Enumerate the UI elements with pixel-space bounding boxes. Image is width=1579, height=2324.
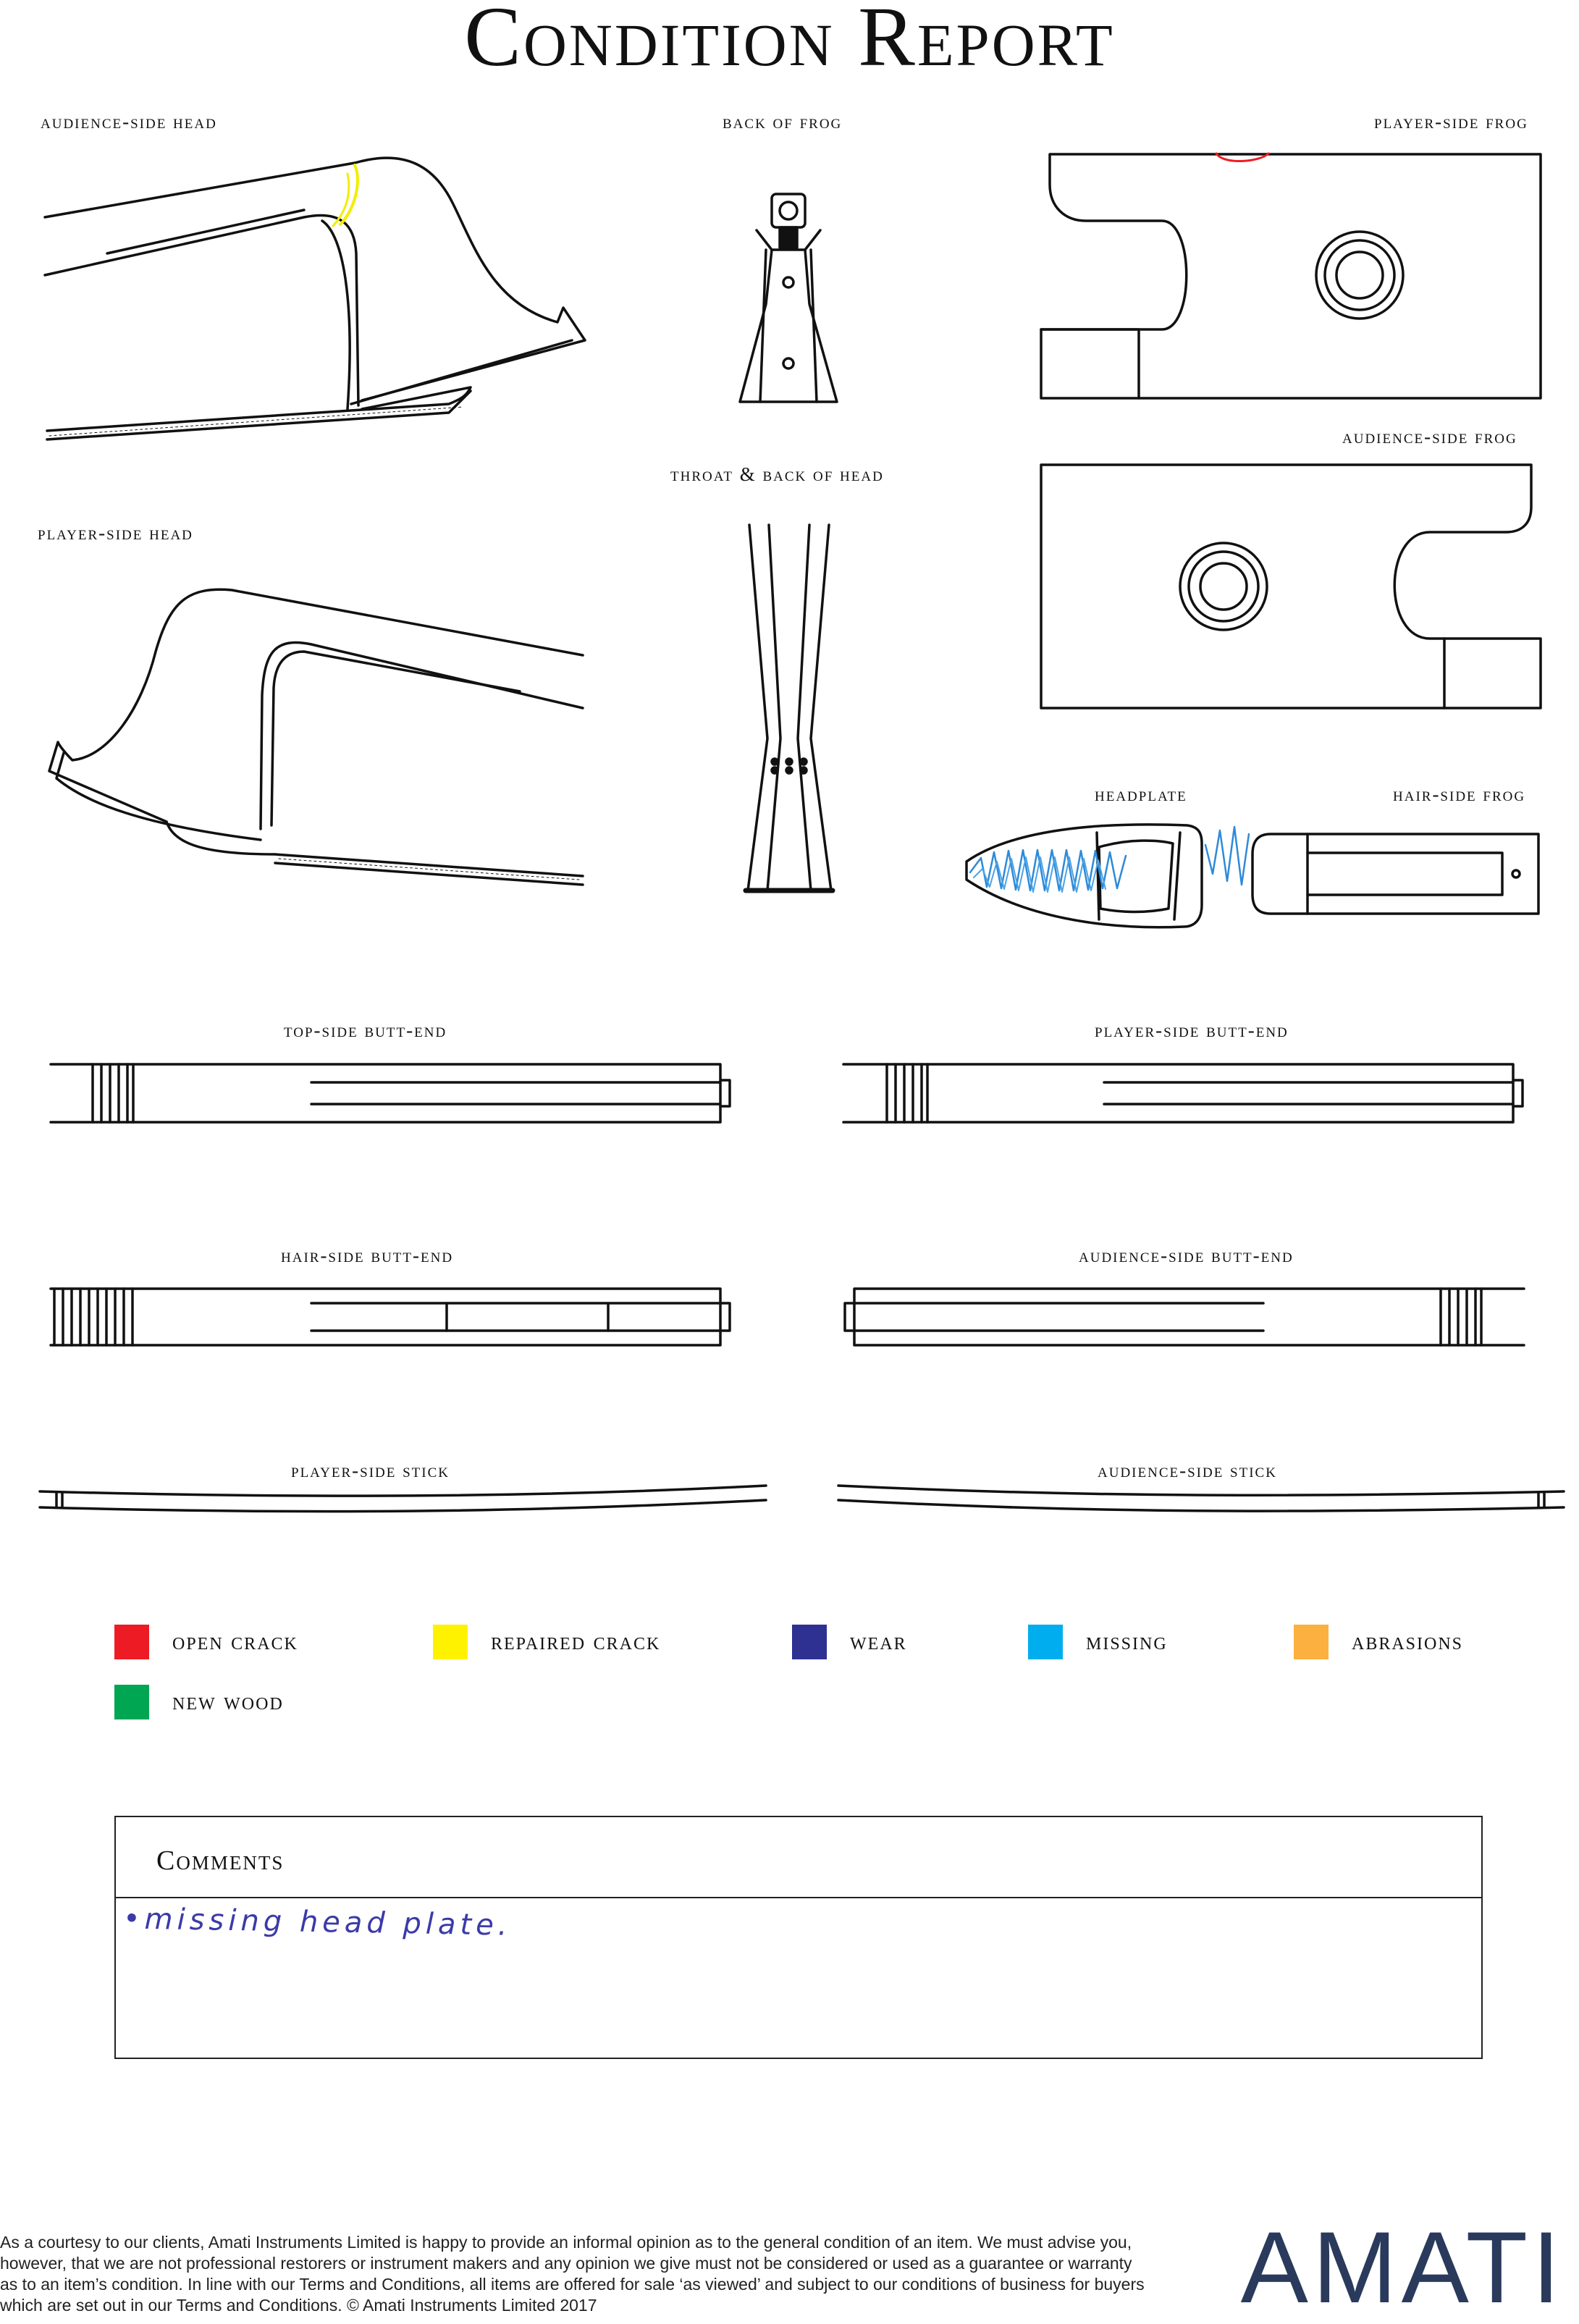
- legend-swatch: [114, 1625, 149, 1659]
- legend-label: wear: [850, 1628, 907, 1655]
- handwritten-comment: •missing head plate.: [122, 1902, 512, 1942]
- legend-new-wood: [114, 1685, 284, 1719]
- label-audience-side-butt-end: audience-side butt-end: [1079, 1245, 1294, 1266]
- legend-swatch: [1028, 1625, 1063, 1659]
- page-title: Condition Report: [464, 0, 1115, 84]
- label-hair-side-frog: hair-side frog: [1393, 783, 1526, 805]
- audience-side-head-drawing: [45, 158, 585, 439]
- legend-label: missing: [1086, 1628, 1168, 1655]
- hair-side-butt-end-drawing: [51, 1289, 730, 1345]
- legend-label: repaired crack: [491, 1628, 661, 1655]
- legend-label: new wood: [172, 1688, 284, 1715]
- legend-missing: [1028, 1625, 1168, 1659]
- legend-swatch: [114, 1685, 149, 1719]
- player-side-frog-drawing: [1041, 153, 1541, 398]
- legend-open-crack: [114, 1625, 298, 1659]
- amati-logo: AMATI: [1240, 2210, 1565, 2324]
- player-side-butt-end-drawing: [843, 1064, 1523, 1122]
- audience-side-stick-drawing: [838, 1486, 1564, 1511]
- label-audience-side-stick: audience-side stick: [1098, 1460, 1277, 1481]
- headplate-drawing: [967, 825, 1249, 927]
- throat-back-of-head-drawing: [746, 525, 833, 891]
- comments-title: Comments: [156, 1845, 285, 1876]
- label-audience-side-frog: audience-side frog: [1342, 426, 1517, 447]
- back-of-frog-drawing: [740, 194, 837, 402]
- top-side-butt-end-drawing: [51, 1064, 730, 1122]
- legend-wear: [792, 1625, 907, 1659]
- legend-swatch: [433, 1625, 468, 1659]
- player-side-head-drawing: [49, 589, 583, 885]
- legend-repaired-crack: [433, 1625, 660, 1659]
- legend-swatch: [792, 1625, 827, 1659]
- label-throat-back-of-head: throat & back of head: [670, 463, 884, 485]
- label-player-side-frog: player-side frog: [1374, 111, 1528, 132]
- label-headplate: headplate: [1095, 783, 1187, 805]
- label-player-side-stick: player-side stick: [291, 1460, 450, 1481]
- disclaimer-text: As a courtesy to our clients, Amati Instruments Limited is happy to provide an informal opinion as to the general condition of an item. We must advise you, however, that we are not professional restorers or instrument makers and any opinion we give must not be considered or used as a guarantee or warranty as to an item’s condition. In line with our Terms and Conditions, all items are offered for sale ‘as viewed’ and subject to our conditions of business for buyers which are set out in our Terms and Conditions. © Amati Instruments Limited 2017: [0, 2233, 1145, 2315]
- hair-side-frog-drawing: [1252, 834, 1538, 914]
- label-player-side-head: player-side head: [38, 522, 193, 544]
- label-hair-side-butt-end: hair-side butt-end: [281, 1245, 454, 1266]
- label-back-of-frog: back of frog: [723, 111, 843, 132]
- audience-side-butt-end-drawing: [845, 1289, 1524, 1345]
- label-player-side-butt-end: player-side butt-end: [1095, 1019, 1289, 1041]
- legend-label: open crack: [172, 1628, 298, 1655]
- comments-box[interactable]: [114, 1816, 1483, 2059]
- label-top-side-butt-end: top-side butt-end: [284, 1019, 447, 1041]
- legend-abrasions: [1294, 1625, 1463, 1659]
- audience-side-frog-drawing: [1041, 465, 1541, 708]
- comments-header: [116, 1817, 1481, 1898]
- legend-label: abrasions: [1352, 1628, 1464, 1655]
- label-audience-side-head: audience-side head: [41, 111, 217, 132]
- legend-swatch: [1294, 1625, 1329, 1659]
- player-side-stick-drawing: [40, 1486, 766, 1512]
